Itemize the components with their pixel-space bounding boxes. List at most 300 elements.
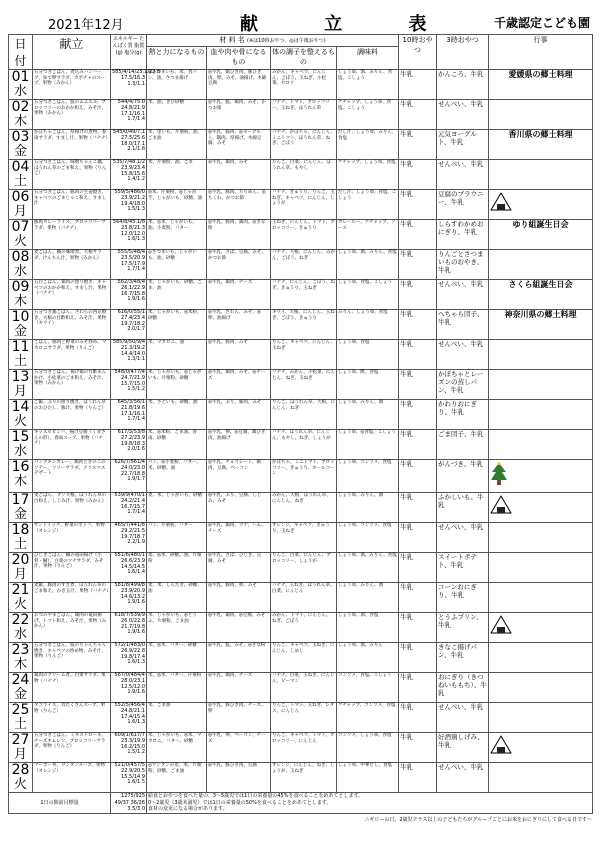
date-cell bbox=[9, 340, 33, 370]
pm-snack-cell: ごま団子、牛乳 bbox=[437, 430, 489, 460]
red-cell: ◎ワンタンの皮、米、片栗粉、砂糖、ごま油 bbox=[147, 763, 207, 793]
date-cell bbox=[9, 613, 33, 643]
yellow-cell: ◎牛乳、豚肉、鶏肉、◎きな粉 bbox=[207, 220, 271, 250]
pm-snack-cell: へちゃら団子、牛乳 bbox=[437, 310, 489, 340]
nutrition-cell: 521/0/457/5 22.9/20.5 15.5/14.9 1.6/1.5 bbox=[111, 763, 147, 793]
day-row bbox=[9, 130, 593, 160]
event-cell bbox=[489, 160, 593, 190]
day-row bbox=[9, 613, 593, 643]
weekday: 金 bbox=[13, 507, 27, 522]
date-cell bbox=[9, 493, 33, 523]
nutrition-cell: 545/0/49/7.1 27.5/25.6 18.0/17.1 2.1/1.8 bbox=[111, 130, 147, 160]
month-label: 2021年12月 bbox=[48, 18, 124, 33]
day-row bbox=[9, 673, 593, 703]
green-cell: りんご、白菜、にんじん、ほうれん草、もやし bbox=[271, 160, 337, 190]
pm-snack-cell: せんべい、牛乳 bbox=[437, 160, 489, 190]
menu-cell: タコライス、具だくさんスープ、果物（りんご） bbox=[33, 703, 111, 733]
christmas-tree-icon bbox=[490, 462, 508, 488]
weekday: 月 bbox=[13, 204, 27, 219]
day-number: 10 bbox=[11, 309, 30, 325]
red-cell: 米、◎米粉、ごま油、春雨、砂糖 bbox=[147, 430, 207, 460]
yellow-cell: ◎牛乳、鶏肉、ツナ、ハム、チーズ bbox=[207, 523, 271, 553]
date-cell bbox=[9, 220, 33, 250]
green-cell: バナナ、トマト、ブロッコリー、玉ねぎ、ほうれん草 bbox=[271, 100, 337, 130]
footer-row bbox=[9, 793, 593, 814]
seasoning-cell: ケチャップ、しょうゆ、食塩 bbox=[337, 160, 399, 190]
weekday: 土 bbox=[13, 174, 27, 189]
yellow-cell: ◎牛乳、鶏肉、みそ bbox=[207, 160, 271, 190]
yellow-cell: ◎牛乳、ぶり、豚肉、みそ bbox=[207, 400, 271, 430]
event-cell bbox=[489, 583, 593, 613]
nutrition-cell: 548/0/477/4 24.7/21.9 15.7/15.0 1.5/1.2 bbox=[111, 370, 147, 400]
date-cell bbox=[9, 100, 33, 130]
nutrition-cell: 465/7/441/8 29.2/21.5 19.7/18.7 2.2/1.9 bbox=[111, 523, 147, 553]
green-cell: バナナ、大根、にんじん、みかん、ごぼう、ねぎ bbox=[271, 250, 337, 280]
red-cell: 米、じゃがいも、◎じゃがいも、片栗粉、砂糖 bbox=[147, 370, 207, 400]
am-snack-cell: 牛乳 bbox=[399, 160, 437, 190]
green-cell: みかん、キャベツ、にんじん、ごぼう、玉ねぎ、小松菜、セロリ bbox=[271, 70, 337, 100]
seasoning-cell: だし汁、しょうゆ、食塩、こしょう bbox=[337, 190, 399, 220]
green-cell: みかん、大根、ほうれん草、にんじん、ねぎ bbox=[271, 493, 337, 523]
menu-cell: 五分つきごはん、豚肉の生姜焼き、キャベツのごまじゃこ和え、すまし汁 bbox=[33, 190, 111, 220]
green-cell: みかん、トマト、にんじん、ねぎ、ごぼう bbox=[271, 613, 337, 643]
am-snack-cell: 牛乳 bbox=[399, 100, 437, 130]
seasoning-cell: しょうゆ、みりん、酒 bbox=[337, 493, 399, 523]
day-row bbox=[9, 400, 593, 430]
event-cell bbox=[489, 733, 593, 763]
weekday: 木 bbox=[13, 657, 27, 672]
date-cell bbox=[9, 310, 33, 340]
date-cell bbox=[9, 583, 33, 613]
menu-cell: 五分つきごはん、煮込みハンバーグ、ゆで卵サラダ、カボチャのスープ、果物（みかん） bbox=[33, 70, 111, 100]
menu-table bbox=[8, 34, 593, 814]
weekday: 水 bbox=[13, 627, 27, 642]
menu-cell: 麦飯、豚肉のすき煮、ほうれん草のごま和え、かき玉汁、果物（バナナ） bbox=[33, 583, 111, 613]
yellow-cell: ◎牛乳、鶏肉、◎豆腐、みそ bbox=[207, 613, 271, 643]
menu-cell: 豚肉カレーライス、ブロッコリーサラダ、果物（バナナ） bbox=[33, 220, 111, 250]
event-cell bbox=[489, 370, 593, 400]
yellow-cell: ◎牛乳、豚ひき肉、チーズ、卵 bbox=[207, 703, 271, 733]
red-cell: 米、ごま油 bbox=[147, 703, 207, 733]
yellow-cell: ◎牛乳、さば、豆腐、みそ、かつお節 bbox=[207, 250, 271, 280]
day-number: 22 bbox=[11, 612, 30, 628]
day-number: 17 bbox=[11, 492, 30, 508]
am-snack-cell: 牛乳 bbox=[399, 130, 437, 160]
day-number: 09 bbox=[11, 279, 30, 295]
event-cell bbox=[489, 493, 593, 523]
onigiri-icon bbox=[490, 615, 512, 635]
event-cell bbox=[489, 190, 593, 220]
day-number: 20 bbox=[11, 552, 30, 568]
weekday: 土 bbox=[13, 537, 27, 552]
weekday: 水 bbox=[13, 264, 27, 279]
yellow-cell: ◎牛乳、鶏肉、チーズ bbox=[207, 673, 271, 703]
pm-snack-cell: 元気ヨーグルト、牛乳 bbox=[437, 130, 489, 160]
menu-cell: ごはん、豚肉と野菜のみそ炒め、マカロニサラダ、果物（りんご） bbox=[33, 340, 111, 370]
menu-cell: 五分つきごはん、鮭のムニエル、ブロッコリーのおかか和え、みそ汁、果物（みかん） bbox=[33, 100, 111, 130]
date-cell bbox=[9, 763, 33, 793]
day-row bbox=[9, 340, 593, 370]
am-snack-cell: 牛乳 bbox=[399, 430, 437, 460]
seasoning-cell: しょうゆ、◎食塩、こしょう bbox=[337, 430, 399, 460]
col-red: 熱と力になるもの bbox=[147, 47, 207, 70]
menu-page bbox=[8, 8, 592, 823]
weekday: 金 bbox=[13, 687, 27, 702]
menu-cell: 五分つきごはん、鮭のちゃんちゃん焼き、キャベツの炒め物、みそ汁、果物（りんご） bbox=[33, 643, 111, 673]
col-seasoning: 調味料 bbox=[337, 47, 399, 70]
am-snack-cell: 牛乳 bbox=[399, 553, 437, 583]
nutrition-cell: 562/3/48/4 26.1/22.9 16.7/15.8 1.9/1.6 bbox=[111, 280, 147, 310]
nutrition-cell: 552/5/456/4 24.8/21.1 17.4/15.4 1.6/1.3 bbox=[111, 703, 147, 733]
day-row bbox=[9, 190, 593, 220]
day-row bbox=[9, 310, 593, 340]
event-cell bbox=[489, 523, 593, 553]
event-label: 神奈川県の郷土料理 bbox=[504, 310, 577, 319]
day-row bbox=[9, 643, 593, 673]
day-number: 27 bbox=[11, 732, 30, 748]
am-snack-cell: 牛乳 bbox=[399, 583, 437, 613]
onigiri-icon bbox=[490, 192, 512, 212]
seasoning-cell: しょうゆ、コンソメ、食塩 bbox=[337, 460, 399, 493]
col-nutrition: エネルギー たんぱく質 脂質(g) 塩分(g) bbox=[111, 35, 147, 70]
day-number: 11 bbox=[11, 339, 30, 355]
date-cell bbox=[9, 130, 33, 160]
nutrition-cell: 618/7/539/9 26.0/22.8 21.7/19.8 1.9/1.6 bbox=[111, 613, 147, 643]
nutrition-cell: 645/3/56/1 21.8/19.6 17.1/16.1 1.7/1.4 bbox=[111, 400, 147, 430]
footer-nutrition: 1275/925 49/37 36/26 3.5/3.0 bbox=[111, 793, 147, 814]
nutrition-cell: 551/6/480/1 26.6/23.9 14.5/14.5 1.6/1.4 bbox=[111, 553, 147, 583]
red-cell: 米、じゃがいも、◎米、マカロニ、バター、砂糖 bbox=[147, 733, 207, 763]
green-cell: りんご、ほうれん草、大根、にんじん、ねぎ bbox=[271, 400, 337, 430]
day-number: 15 bbox=[11, 429, 30, 445]
col-event: 行事 bbox=[489, 35, 593, 70]
pm-snack-cell: おにぎり（きつねいももち）、牛乳 bbox=[437, 673, 489, 703]
red-cell: 米、油、きび砂糖 bbox=[147, 100, 207, 130]
red-cell: 米、じゃがいも、◎米粉、砂糖 bbox=[147, 310, 207, 340]
yellow-cell: ◎牛乳、豚ひき肉、豆腐 bbox=[207, 763, 271, 793]
seasoning-cell: しょうゆ、酒、食塩 bbox=[337, 613, 399, 643]
day-row bbox=[9, 250, 593, 280]
day-row bbox=[9, 763, 593, 793]
seasoning-cell: しょうゆ、食塩、こしょう bbox=[337, 280, 399, 310]
day-number: 13 bbox=[11, 369, 30, 385]
seasoning-cell: しょうゆ、みりん、酒 bbox=[337, 400, 399, 430]
pm-snack-cell: 豆腐のブラウニー、牛乳 bbox=[437, 190, 489, 220]
am-snack-cell: 牛乳 bbox=[399, 763, 437, 793]
event-cell bbox=[489, 613, 593, 643]
day-row bbox=[9, 583, 593, 613]
am-snack-cell: 牛乳 bbox=[399, 733, 437, 763]
event-cell bbox=[489, 280, 593, 310]
day-number: 25 bbox=[11, 702, 30, 718]
yellow-cell: ◎牛乳、チョコレート、鶏肉、豆腐、ベーコン bbox=[207, 460, 271, 493]
event-cell bbox=[489, 643, 593, 673]
red-cell: 米、里いも、片栗粉、油、ごま油 bbox=[147, 130, 207, 160]
pm-snack-cell: かぼちゃとレーズンの蒸しパン、牛乳 bbox=[437, 370, 489, 400]
menu-cell: ひじきごはん、鯖の竜田揚げ（小骨・鯖）、白菜のツナサラダ、みそ汁、果物（りんご） bbox=[33, 553, 111, 583]
weekday: 水 bbox=[13, 444, 27, 459]
green-cell: りんご、トマト、玉ねぎ、レタス、にんじん bbox=[271, 703, 337, 733]
event-cell bbox=[489, 703, 593, 733]
event-label: さくら組誕生日会 bbox=[508, 280, 573, 289]
am-snack-cell: 牛乳 bbox=[399, 400, 437, 430]
yellow-cell: ◎牛乳、さわら、みそ、◎卵、油揚げ bbox=[207, 310, 271, 340]
date-cell bbox=[9, 370, 33, 400]
col-am-snack: 10時おやつ bbox=[399, 35, 437, 70]
yellow-cell: ◎牛乳、鮭、みそ、◎きな粉 bbox=[207, 643, 271, 673]
nutrition-cell: 585/9/50/9/4 21.3/19.2 14.4/14.0 1.3/1.1 bbox=[111, 340, 147, 370]
menu-cell: ご飯、ぶりの照り焼き、ほうれん草のおひたし、豚汁、果物（りんご） bbox=[33, 400, 111, 430]
onigiri-icon bbox=[490, 495, 512, 515]
green-cell: バナナ、かぼちゃ、にんじん、ミニトマト、ほうれん草、ねぎ、ごぼう bbox=[271, 130, 337, 160]
day-number: 24 bbox=[11, 672, 30, 688]
day-number: 16 bbox=[11, 459, 30, 475]
yellow-cell: ◎牛乳、ぶり、豆腐、しじみ、みそ bbox=[207, 493, 271, 523]
seasoning-cell: しょうゆ、みりん、酒 bbox=[337, 583, 399, 613]
green-cell: りんご、キャベツ、玉ねぎ、にんじん、しめじ bbox=[271, 643, 337, 673]
red-cell: 米、◎米、砂糖、油、片栗粉 bbox=[147, 553, 207, 583]
day-row bbox=[9, 553, 593, 583]
day-number: 21 bbox=[11, 582, 30, 598]
event-cell bbox=[489, 763, 593, 793]
red-cell: 米、◎米、バター、片栗粉 bbox=[147, 673, 207, 703]
am-snack-cell: 牛乳 bbox=[399, 643, 437, 673]
day-row bbox=[9, 280, 593, 310]
day-row bbox=[9, 460, 593, 493]
seasoning-cell: ケチャップ、しょうゆ、食塩、こしょう bbox=[337, 100, 399, 130]
nutrition-cell: 555/5/48/4 23.5/20.9 17.5/17.9 1.7/1.4 bbox=[111, 250, 147, 280]
weekday: 火 bbox=[13, 777, 27, 792]
day-number: 04 bbox=[11, 159, 30, 175]
green-cell: バナナ、ほうれん草、にんじん、もやし、ねぎ、しょうが bbox=[271, 430, 337, 460]
col-ingredients: 材 料 名 (※は10時おやつ、◎は午後おやつ) bbox=[147, 35, 399, 47]
weekday: 火 bbox=[13, 234, 27, 249]
day-row bbox=[9, 733, 593, 763]
am-snack-cell: 牛乳 bbox=[399, 310, 437, 340]
seasoning-cell: しょうゆ、酒、みりん、食塩 bbox=[337, 553, 399, 583]
yellow-cell: ◎牛乳、鶏肉、みそ、◎チーズ bbox=[207, 370, 271, 400]
day-number: 01 bbox=[11, 69, 30, 85]
menu-cell: 五目ごはん、鶏肉の照り焼き、キャベツのおかか和え、すまし汁、果物（バナナ） bbox=[33, 280, 111, 310]
day-number: 18 bbox=[11, 522, 30, 538]
day-row bbox=[9, 220, 593, 250]
green-cell: りんご、キャベツ、にんじん、玉ねぎ bbox=[271, 340, 337, 370]
red-cell: 米、じゃがいも、◎とうふ、片栗粉、ごま油 bbox=[147, 613, 207, 643]
green-cell: バナナ、玉ねぎ、ほうれん草、白菜、にんじん bbox=[271, 583, 337, 613]
event-cell bbox=[489, 460, 593, 493]
date-cell bbox=[9, 280, 33, 310]
date-cell bbox=[9, 553, 33, 583]
seasoning-cell: しょうゆ、酒、みりん bbox=[337, 643, 399, 673]
seasoning-cell: しょうゆ、コンソメ、食塩 bbox=[337, 523, 399, 553]
date-cell bbox=[9, 703, 33, 733]
event-cell bbox=[489, 100, 593, 130]
day-row bbox=[9, 523, 593, 553]
menu-cell: かぼちゃごはん、厚揚げの煮物、春雨サラダ、すまし汁、果物（バナナ） bbox=[33, 130, 111, 160]
weekday: 金 bbox=[13, 324, 27, 339]
pm-snack-cell: せんべい、牛乳 bbox=[437, 280, 489, 310]
pm-snack-cell: せんべい、牛乳 bbox=[437, 703, 489, 733]
seasoning-cell: しょうゆ、酢、食塩 bbox=[337, 370, 399, 400]
col-yellow: 血や肉や骨になるもの bbox=[207, 47, 271, 70]
event-cell bbox=[489, 130, 593, 160]
nutrition-cell: 539/9/470/1 24.2/21.4 16.7/15.7 1.7/1.4 bbox=[111, 493, 147, 523]
am-snack-cell: 牛乳 bbox=[399, 673, 437, 703]
red-cell: パン、片栗粉、バター bbox=[147, 523, 207, 553]
date-cell bbox=[9, 190, 33, 220]
day-row bbox=[9, 160, 593, 190]
day-row bbox=[9, 430, 593, 460]
nutrition-cell: 616/0/55/1 27.4/23.4 19.7/18.2 2.0/1.7 bbox=[111, 310, 147, 340]
menu-cell: マーボー丼、ワンタンスープ、果物（オレンジ） bbox=[33, 763, 111, 793]
pm-snack-cell: せんべい、牛乳 bbox=[437, 763, 489, 793]
green-cell: キウイ、大根、にんじん、玉ねぎ、ごぼう、きゅうり bbox=[271, 310, 337, 340]
red-cell: 米、さといも、砂糖、油 bbox=[147, 400, 207, 430]
am-snack-cell: 牛乳 bbox=[399, 220, 437, 250]
red-cell: ◎さつまいも、米、食パン、油、さつま揚げ bbox=[147, 70, 207, 100]
menu-cell: 麦ごはん、ブリ大根、ほうれん草の白和え、しじみ汁、果物（みかん） bbox=[33, 493, 111, 523]
day-row bbox=[9, 493, 593, 523]
day-number: 23 bbox=[11, 642, 30, 658]
yellow-cell: ◎牛乳、卵、◎豆腐、鶏ひき肉、油揚げ bbox=[207, 430, 271, 460]
weekday: 土 bbox=[13, 354, 27, 369]
menu-cell: 五分つきごはん、味噌ちゃんこ鍋、ほうれん草のごま和え、果物（りんご） bbox=[33, 160, 111, 190]
nutrition-cell: 581/8/499/8 23.9/20.9 14.6/13.2 1.9/1.6 bbox=[111, 583, 147, 613]
red-cell: 米、マカロニ、油 bbox=[147, 340, 207, 370]
red-cell: 米、片栗粉、油、ごま bbox=[147, 160, 207, 190]
green-cell: バナナ、みかん、小松菜、にんじん、ねぎ、玉ねぎ bbox=[271, 370, 337, 400]
date-cell bbox=[9, 643, 33, 673]
am-snack-cell: 牛乳 bbox=[399, 613, 437, 643]
event-label: ゆり組誕生日会 bbox=[512, 220, 569, 229]
am-snack-cell: 牛乳 bbox=[399, 340, 437, 370]
weekday: 木 bbox=[13, 474, 27, 489]
yellow-cell: ◎牛乳、豚肉、ちりめん、◎ちくわ、かつお節 bbox=[207, 190, 271, 220]
event-cell bbox=[489, 553, 593, 583]
menu-cell: サンドイッチ、野菜のポトフ、果物（オレンジ） bbox=[33, 523, 111, 553]
weekday: 月 bbox=[13, 567, 27, 582]
yellow-cell: ◎牛乳、豚肉、卵、みそ bbox=[207, 583, 271, 613]
footer-notes: 給食とおやつを食べた量の、3～5歳児では1日の栄養量の45%を食べることをめあてとします。 0～2歳児（3歳未満児）では1日の栄養量の50%を食べることをめあてとします。 食材の変更になる場合があります。 bbox=[147, 793, 593, 814]
menu-cell: 五分つきごはん、揚げ鶏の甘酢あんかけ、小松菜のごま和え、みそ汁、果物（みかん） bbox=[33, 370, 111, 400]
green-cell: かぼちゃ、ミニトマト、ブロッコリー、きゅうり、ホールコーン bbox=[271, 460, 337, 493]
yellow-cell: ◎牛乳、豚肉、みそ bbox=[207, 340, 271, 370]
date-cell bbox=[9, 400, 33, 430]
date-cell bbox=[9, 160, 33, 190]
event-cell bbox=[489, 340, 593, 370]
seasoning-cell: しょうゆ、酒、みりん、食塩、こしょう bbox=[337, 70, 399, 100]
school-name: 千歳認定こども園 bbox=[493, 16, 590, 30]
day-number: 06 bbox=[11, 189, 30, 205]
am-snack-cell: 牛乳 bbox=[399, 280, 437, 310]
onigiri-note: ニギローの日。2歳児クラス以上の子どもたちがグループごとにお米をおにぎりにして食べる日です～ bbox=[364, 816, 592, 823]
menu-cell: 鶏肉のクリーム煮、白菜サラダ、果物（バナナ） bbox=[33, 673, 111, 703]
weekday: 木 bbox=[13, 114, 27, 129]
menu-cell: 五分つきごはん、ミネストローネ、チーズオムレツ、ブロッコリーサラダ、果物（りんご） bbox=[33, 733, 111, 763]
am-snack-cell: 牛乳 bbox=[399, 703, 437, 733]
col-green: 体の調子を整えるもの bbox=[271, 47, 337, 70]
pm-snack-cell: せんべい、牛乳 bbox=[437, 523, 489, 553]
green-cell: りんご、白菜、にんじん、ブロッコリー、しょうが bbox=[271, 553, 337, 583]
pm-snack-cell: がんづき、牛乳 bbox=[437, 460, 489, 493]
day-row bbox=[9, 370, 593, 400]
day-number: 07 bbox=[11, 219, 30, 235]
pm-snack-cell: 好酒鶏しげみ、牛乳 bbox=[437, 733, 489, 763]
seasoning-cell: コンソメ、食塩、こしょう bbox=[337, 673, 399, 703]
yellow-cell: ◎牛乳、卵、ベーコン、チーズ bbox=[207, 733, 271, 763]
nutrition-cell: 585/4/14/25.1/22.8 17.5/16.3 1.3/1.1 bbox=[111, 70, 147, 100]
nutrition-cell: 535/7/48.1/2 23.9/23.4 15.8/15.6 1.4/1.2 bbox=[111, 160, 147, 190]
day-row bbox=[9, 100, 593, 130]
nutrition-cell: 564/8/45.1/8 23.8/21.3 12.0/12.0 1.6/1.3 bbox=[111, 220, 147, 250]
green-cell: オレンジ、キャベツ、きゅうり、玉ねぎ bbox=[271, 523, 337, 553]
nutrition-cell: 544/4/75.0 24.8/21.9 17.1/16.1 1.7/1.4 bbox=[111, 100, 147, 130]
event-cell bbox=[489, 310, 593, 340]
weekday: 土 bbox=[13, 717, 27, 732]
pm-snack-cell: しらすわかめおにぎり、牛乳 bbox=[437, 220, 489, 250]
seasoning-cell: しょうゆ、食塩 bbox=[337, 340, 399, 370]
weekday: 金 bbox=[13, 144, 27, 159]
menu-cell: おつのやまごはん、鶏肉の竜田揚げ、トマト和え、みそ汁、果物（みかん） bbox=[33, 613, 111, 643]
green-cell: バナナ、にんじん、ごぼう、ねぎ、きゅうり、玉ねぎ bbox=[271, 280, 337, 310]
menu-cell: キッズビビンバ、揚げ豆腐（くまさんの形）、春雨スープ、果物（バナナ） bbox=[33, 430, 111, 460]
red-cell: 麦、米、じゃがいも、砂糖 bbox=[147, 493, 207, 523]
seasoning-cell: しょうゆ、酒、みりん、食塩 bbox=[337, 250, 399, 280]
am-snack-cell: 牛乳 bbox=[399, 70, 437, 100]
date-cell bbox=[9, 523, 33, 553]
seasoning-cell: ケチャップ、コンソメ、食塩 bbox=[337, 703, 399, 733]
date-cell bbox=[9, 460, 33, 493]
day-number: 28 bbox=[11, 762, 30, 778]
green-cell: バナナ、きゅうり、りんご、玉ねぎ、キャベツ、にんじん、しょうが bbox=[271, 190, 337, 220]
seasoning-cell: だし汁、しょうゆ、みりん、食塩 bbox=[337, 130, 399, 160]
am-snack-cell: 牛乳 bbox=[399, 370, 437, 400]
weekday: 火 bbox=[13, 597, 27, 612]
date-cell bbox=[9, 430, 33, 460]
red-cell: 米、じゃがいも、砂糖、ごま、油 bbox=[147, 280, 207, 310]
nutrition-cell: 559/5/486/0 23.9/21.2 19.4/18.0 1.5/1.3 bbox=[111, 190, 147, 220]
day-number: 08 bbox=[11, 249, 30, 265]
col-menu: 献立 bbox=[33, 35, 111, 70]
green-cell: 玉ねぎ、にんじん、トマト、ブロッコリー、きゅうり bbox=[271, 220, 337, 250]
green-cell: りんご、キャベツ、トマト、ブロッコリー、にんじん bbox=[271, 733, 337, 763]
weekday: 月 bbox=[13, 747, 27, 762]
pm-snack-cell: せんべい、牛乳 bbox=[437, 100, 489, 130]
menu-cell: 麦ごはん、鯖の味噌煮、大根サラダ、けんちん汁、果物（みかん） bbox=[33, 250, 111, 280]
pm-snack-cell: とうふプリン、牛乳 bbox=[437, 613, 489, 643]
seasoning-cell: しょうゆ、中華だし、食塩 bbox=[337, 763, 399, 793]
pm-snack-cell: かんころ、牛乳 bbox=[437, 70, 489, 100]
menu-cell: パンプキンカレー、鶏肉ときのこのソテー、ツリーサラダ、クリスマスデザート bbox=[33, 460, 111, 493]
pm-snack-cell: コーンおにぎり、牛乳 bbox=[437, 583, 489, 613]
event-label: 愛媛県の郷土料理 bbox=[508, 70, 573, 79]
col-pm-snack: 3時おやつ bbox=[437, 35, 489, 70]
day-row bbox=[9, 70, 593, 100]
pm-snack-cell: りんごとさつまいものおやき、牛乳 bbox=[437, 250, 489, 280]
yellow-cell: ◎牛乳、鶏ひき肉、豚ひき肉、卵、みそ、油揚げ、木綿豆腐 bbox=[207, 70, 271, 100]
day-number: 02 bbox=[11, 99, 30, 115]
am-snack-cell: 牛乳 bbox=[399, 250, 437, 280]
day-number: 03 bbox=[11, 129, 30, 145]
weekday: 木 bbox=[13, 294, 27, 309]
page-title: 献 立 表 bbox=[240, 14, 457, 35]
event-cell bbox=[489, 250, 593, 280]
footer-label: 1日の問前目標量 bbox=[9, 793, 111, 814]
green-cell: オレンジ、にんじん、ねぎ、しょうが、玉ねぎ bbox=[271, 763, 337, 793]
red-cell: ◎米、片栗粉、◎じゃが芋、じゃがいも、砂糖、油 bbox=[147, 190, 207, 220]
menu-cell: 五分つき鶏ごはん、さわらの西京焼き、大根の甘酢和え、みそ汁、果物（キウイ） bbox=[33, 310, 111, 340]
nutrition-cell: 572/1/483/0 26.9/22.8 19.8/17.4 1.6/1.3 bbox=[111, 643, 147, 673]
